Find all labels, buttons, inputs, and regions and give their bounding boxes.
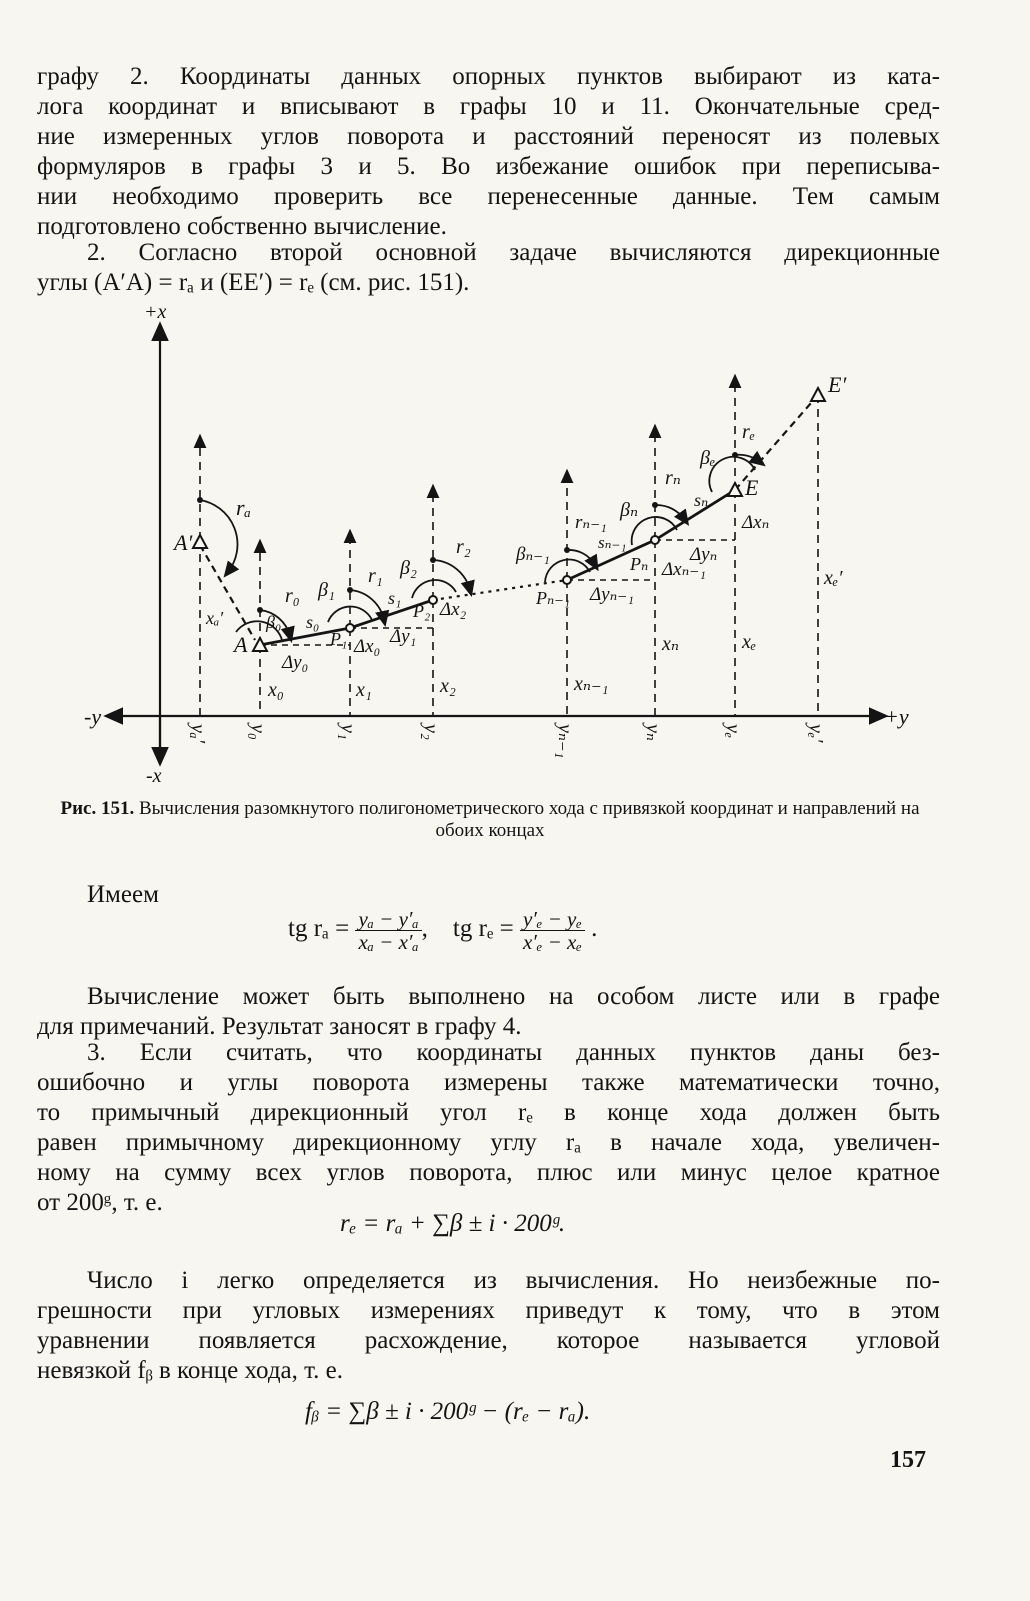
label-s0: s₀: [306, 612, 320, 632]
label-dy0: Δy₀: [282, 652, 309, 673]
label-plus-x: +x: [144, 301, 167, 323]
fraction-left: [355, 908, 421, 953]
text-line: от 200ᵍ, т. е.: [37, 1189, 163, 1216]
label-y-n: yₙ: [642, 724, 664, 741]
label-dy1: Δy₁: [390, 626, 417, 647]
label-p-n: Pₙ: [630, 554, 649, 574]
text-line: формуляров в графы 3 и 5. Во избежание ошибок при переписыва-: [37, 153, 940, 180]
label-beta-n1: βₙ₋₁: [516, 544, 550, 565]
text-line: равен примычному дирекционному углу rₐ в начале хода, увеличен-: [37, 1129, 940, 1156]
label-y-n1: yₙ₋₁: [554, 724, 576, 759]
text-line: лога координат и вписывают в графы 10 и 11. Окончательные сред-: [37, 93, 940, 120]
label-r-a: rₐ: [236, 495, 251, 520]
label-y2: y₂: [420, 724, 442, 740]
text-line: Вычисление может быть выполнено на особом листе или в графе: [87, 983, 940, 1010]
label-x-e: xₑ: [742, 631, 757, 653]
fraction-left-num: yₐ − y′ₐ: [355, 908, 421, 931]
label-s-n1: sₙ₋₁: [598, 533, 627, 552]
label-dx-n: Δxₙ: [742, 512, 770, 533]
text-line: то примычный дирекционный угол rₑ в конце хода должен быть: [37, 1099, 940, 1126]
label-r0: r₀: [285, 585, 300, 607]
label-beta1: β₁: [318, 579, 335, 601]
label-beta-e: βₑ: [700, 447, 716, 469]
text-line: уравнении появляется расхождение, которое называется угловой: [37, 1327, 940, 1354]
label-y-e-prime: yₑ′: [805, 724, 827, 743]
label-r-n: rₙ: [665, 467, 681, 489]
fraction-right: [520, 908, 585, 953]
paragraph-5: [37, 1266, 940, 1386]
formula-f-beta: fᵦ = ∑β ± i · 200ᵍ − (rₑ − rₐ).: [305, 1398, 591, 1425]
label-x1: x₁: [356, 679, 372, 701]
label-dy-n: Δyₙ: [690, 544, 718, 565]
label-e: E: [745, 475, 759, 500]
fraction-right-den: x′ₑ − xₑ: [522, 930, 582, 954]
label-r-n1: rₙ₋₁: [575, 512, 607, 533]
text-line: 2. Согласно второй основной задаче вычисляются дирекционные: [87, 239, 940, 266]
label-r2: r₂: [456, 536, 471, 558]
point-pn: [651, 536, 659, 544]
label-dx2: Δx₂: [440, 599, 467, 620]
text-line: невязкой fᵦ в конце хода, т. е.: [37, 1357, 344, 1384]
label-r-e: rₑ: [742, 421, 756, 443]
caption-text: Вычисления разомкнутого полигонометрического хода с привязкой координат и направлений на обоих концах: [138, 798, 920, 841]
formula-re: rₑ = rₐ + ∑β ± i · 200ᵍ.: [340, 1210, 566, 1237]
figure-caption: [40, 798, 940, 842]
formula-tg: [288, 908, 597, 953]
label-x0: x₀: [268, 679, 284, 701]
label-y0: y₀: [247, 724, 269, 740]
point-e-prime: [811, 388, 825, 401]
text-line: ние измеренных углов поворота и расстояний переносят из полевых: [37, 123, 940, 150]
point-e: [728, 483, 742, 496]
label-y1: y₁: [337, 724, 359, 740]
text-line: нии необходимо проверить все перенесенные данные. Тем самым: [37, 183, 940, 210]
paragraph-1: [37, 62, 940, 242]
label-x-a-prime: xₐ′: [206, 608, 224, 628]
imeem-line: [37, 880, 940, 910]
label-a: A: [234, 632, 248, 657]
label-dy-n1: Δyₙ₋₁: [590, 584, 634, 605]
formula-tg-right-prefix: tg rₑ =: [452, 915, 514, 943]
label-beta-n: βₙ: [620, 499, 639, 521]
text-line: ошибочно и углы поворота измерены также математически точно,: [37, 1069, 940, 1096]
label-plus-y: +y: [884, 704, 909, 729]
caption-label: Рис. 151.: [60, 798, 135, 819]
label-p1: P₁: [330, 629, 348, 649]
text-line: ному на сумму всех углов поворота, плюс или минус целое кратное: [37, 1159, 940, 1186]
label-beta0: β₀: [266, 612, 282, 632]
label-x-e-prime: xₑ′: [824, 567, 843, 589]
text-line: Имеем: [87, 881, 159, 908]
label-dx-n1: Δxₙ₋₁: [662, 559, 706, 580]
label-p-n1: Pₙ₋₁: [536, 588, 571, 608]
fraction-left-den: xₐ − x′ₐ: [358, 930, 419, 954]
point-a-prime: [193, 535, 207, 548]
label-minus-y: -y: [84, 704, 102, 729]
label-dx0: Δx₀: [354, 636, 381, 657]
text-line: подготовлено собственно вычисление.: [37, 213, 447, 240]
label-x-n1: xₙ₋₁: [574, 673, 609, 695]
label-p2: P₂: [413, 601, 431, 621]
paragraph-3: [37, 982, 940, 1042]
text-line: 3. Если считать, что координаты данных пунктов даны без-: [87, 1039, 940, 1066]
text-line: грешности при угловых измерениях приведут к тому, что в этом: [37, 1297, 940, 1324]
formula-tg-sep: ,: [421, 915, 428, 943]
label-a-prime: A′: [174, 530, 193, 555]
text-line: графу 2. Координаты данных опорных пунктов выбирают из ката-: [37, 63, 940, 90]
label-beta2: β₂: [400, 557, 417, 579]
label-x2: x₂: [440, 675, 456, 697]
label-s-n: sₙ: [694, 490, 709, 510]
formula-tg-left-prefix: tg rₐ =: [288, 915, 350, 943]
label-y-a-prime: yₐ′: [187, 724, 209, 744]
label-r1: r₁: [368, 565, 383, 587]
figure-151-diagram: [0, 298, 1030, 788]
label-minus-x: -x: [146, 765, 162, 787]
paragraph-4: [37, 1038, 940, 1218]
text-line: Число i легко определяется из вычисления. Но неизбежные по-: [87, 1267, 940, 1294]
formula-tg-end: .: [591, 915, 598, 943]
label-s1: s₁: [388, 588, 402, 608]
paragraph-2: [37, 238, 940, 298]
page-number: 157: [890, 1447, 926, 1473]
label-y-e: yₑ: [722, 724, 744, 739]
label-e-prime: E′: [828, 372, 847, 397]
point-pn1: [563, 576, 571, 584]
label-x-n: xₙ: [662, 633, 679, 655]
text-line: углы (A′A) = rₐ и (EE′) = rₑ (см. рис. 151).: [37, 269, 470, 296]
fraction-right-num: y′ₑ − yₑ: [520, 908, 585, 931]
text-line: для примечаний. Результат заносят в графу 4.: [37, 1013, 522, 1040]
